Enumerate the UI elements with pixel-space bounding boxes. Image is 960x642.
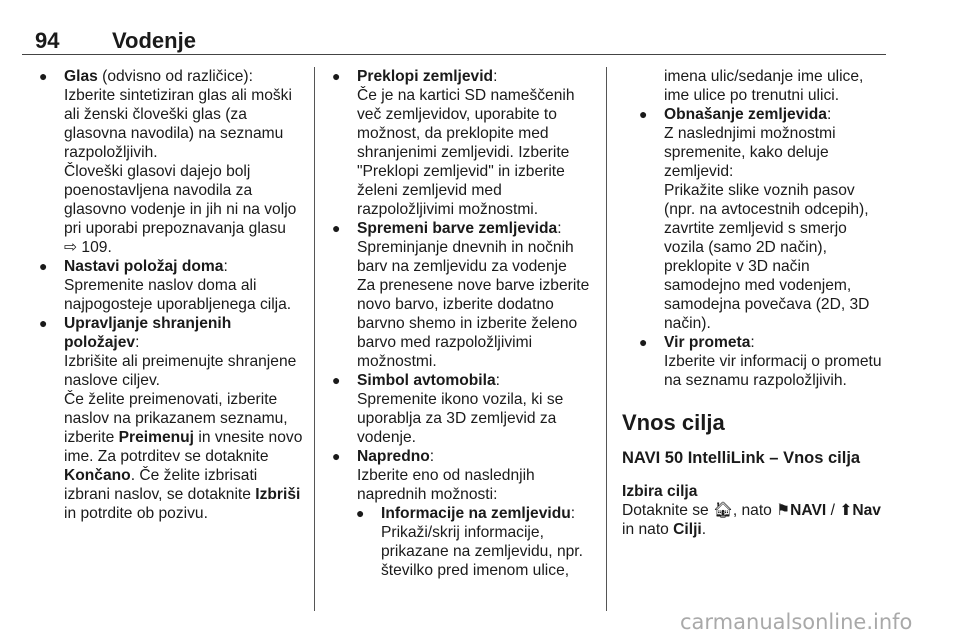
paragraph: Izbrišite ali preimenujte shranjene naslove ciljev. — [64, 353, 297, 389]
paragraph: Človeški glasovi dajejo bolj poenostavljena navodila za glasovno vodenje in jih ni na voljo pri uporabi prepoznavanja glasu ⇨ 109. — [64, 163, 297, 256]
list-item: ● Preklopi zemljevid: — [332, 68, 498, 85]
paragraph: Dotaknite se 🏠︎, nato ⚑NAVI / ⬆Nav in nato Cilji. — [622, 502, 881, 538]
paragraph: Spremenite naslov doma ali najpogosteje uporabljenega cilja. — [64, 277, 292, 313]
list-item: ● Upravljanje shranjenih položajev: — [39, 315, 232, 351]
page-title: Vodenje — [112, 28, 196, 53]
bullet: ● — [356, 505, 365, 521]
paragraph: Za prenesene nove barve izberite novo barvo, izberite dodatno barvno shemo in izberite želeno barvo med razpoložljivimi možnostmi. — [357, 277, 590, 370]
list-item: ● Spremeni barve zemljevida: — [332, 220, 562, 237]
paragraph: Prikaži/skrij informacije, prikazane na zemljevidu, npr. številko pred imenom ulice, — [381, 524, 583, 579]
header-rule — [22, 54, 886, 55]
section-heading: Vnos cilja — [622, 410, 725, 435]
column-3 — [598, 67, 890, 539]
bullet: ● — [332, 448, 341, 464]
list-item: ● Simbol avtomobila: — [332, 372, 500, 389]
sub-list-item: ● Informacije na zemljevidu: — [356, 505, 576, 522]
bullet: ● — [639, 106, 648, 122]
paragraph: Izberite eno od naslednjih naprednih možnosti: — [357, 467, 535, 503]
paragraph: Z naslednjimi možnostmi spremenite, kako deluje zemljevid: — [664, 125, 836, 180]
bullet: ● — [39, 68, 48, 84]
list-item: ● Glas (odvisno od različice): — [39, 68, 253, 85]
bullet: ● — [39, 315, 48, 331]
home-icon: 🏠︎ — [713, 502, 733, 519]
page-header — [0, 0, 960, 58]
paragraph: Če je na kartici SD nameščenih več zemljevidov, uporabite to možnost, da preklopite med shranjenimi zemljevidi. Izberite "Preklopi zemljevid" in izberite želeni zemljevid med razpoložljivimi možnostmi. — [357, 87, 575, 218]
watermark: carmanualsonline.info — [680, 610, 913, 634]
navigation-arrow-icon: ⬆ — [839, 502, 853, 519]
bullet: ● — [639, 334, 648, 350]
bullet: ● — [332, 372, 341, 388]
sub-list-item: ● Obnašanje zemljevida: — [639, 106, 832, 123]
paragraph: Izberite sintetiziran glas ali moški ali ženski človeški glas (za glasovna navodila) na seznamu razpoložljivih. — [64, 87, 292, 161]
paragraph: Spreminjanje dnevnih in nočnih barv na zemljevidu za vodenje — [357, 239, 574, 275]
paragraph: Prikažite slike voznih pasov (npr. na avtocestnih odcepih), zavrtite zemljevid s smerjo vozila (samo 2D način), preklopite v 3D način samodejno med vodenjem, samodejna povečava (2D, 3D način). — [664, 182, 870, 332]
arrow-ref-icon: ⇨ — [64, 239, 78, 256]
column-1 — [22, 67, 306, 523]
paragraph: Izberite vir informacij o prometu na seznamu razpoložljivih. — [664, 353, 882, 389]
bullet: ● — [332, 220, 341, 236]
sub-list-item: ● Vir prometa: — [639, 334, 755, 351]
bullet: ● — [332, 68, 341, 84]
list-item: ● Nastavi položaj doma: — [39, 258, 228, 275]
column-2 — [315, 67, 600, 580]
page-number: 94 — [35, 28, 60, 53]
list-item: ● Napredno: — [332, 448, 435, 465]
paragraph: imena ulic/sedanje ime ulice, ime ulice po trenutni ulici. — [664, 68, 864, 104]
minor-heading: Izbira cilja — [622, 483, 698, 500]
subsection-heading: NAVI 50 IntelliLink – Vnos cilja — [622, 449, 861, 467]
paragraph: Spremenite ikono vozila, ki se uporablja za 3D zemljevid za vodenje. — [357, 391, 564, 446]
paragraph: Če želite preimenovati, izberite naslov na prikazanem seznamu, izberite Preimenuj in vnesite novo ime. Za potrditev se dotaknite Končano. Če želite izbrisati izbrani naslov, se dotaknite Izbriši in potrdite ob pozivu. — [64, 391, 303, 522]
flag-icon: ⚑ — [776, 502, 791, 519]
bullet: ● — [39, 258, 48, 274]
